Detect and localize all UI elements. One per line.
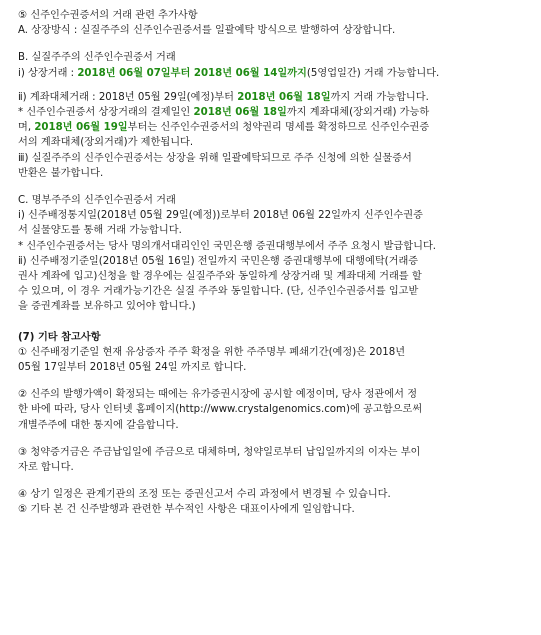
section-b-title: B. 실질주주의 신주인수권증서 거래 (18, 52, 176, 64)
section-c-title: C. 명부주주의 신주인수권증서 거래 (18, 195, 176, 207)
b3-l1-suffix: 까지 계좌대체(장외거래) 가능하 (286, 107, 430, 119)
b1-highlight-dates: 2018년 06월 07일부터 2018년 06월 14일까지 (77, 67, 307, 79)
note-4: ④ 상기 일정은 관계기관의 조정 또는 증권신고서 수리 과정에서 변경될 수 있습니다. (18, 489, 391, 501)
section-c-item-1-line-1: ⅰ) 신주배정통지일(2018년 05월 29일(예정))로부터 2018년 06월 22일까지 신주인수권증 (18, 210, 423, 222)
b3-l2-suffix: 부터는 신주인수권증서의 청약권리 명세를 확정하므로 신주인수권증 (127, 122, 430, 134)
note-3-line-1: ③ 청약증거금은 주금납입일에 주금으로 대체하며, 청약일로부터 납입일까지의 이자는 부이 (18, 446, 421, 458)
section-c-item-2-line-2: 권사 계좌에 입고)신청을 할 경우에는 실질주주와 동일하게 상장거래 및 계좌대체 거래를 할 (18, 271, 422, 283)
section-b-item-1 (18, 66, 527, 81)
note-5: ⑤ 기타 본 건 신주발행과 관련한 부수적인 사항은 대표이사에게 일임합니다. (18, 504, 355, 516)
note-2-line-3: 개별주주에 대한 통지에 갈음합니다. (18, 419, 179, 431)
b2-prefix: ⅱ) 계좌대체거래 : 2018년 05월 29일(예정)부터 (18, 91, 238, 103)
section-a-listing-method: A. 상장방식 : 실질주주의 신주인수권증서를 일괄예탁 방식으로 발행하여 상장합니다. (18, 25, 396, 37)
section-b-item-2 (18, 90, 527, 105)
section-5-title: ⑤ 신주인수권증서의 거래 관련 추가사항 (18, 10, 198, 21)
section-c-item-2-line-1: ⅱ) 신주배정기준일(2018년 05월 16일) 전일까지 국민은행 증권대행부에 대행예탁(거래증 (18, 255, 419, 267)
section-b-item-3-line-1: ⅲ) 실질주주의 신주인수권증서는 상장을 위해 일괄예탁되므로 주주 신청에 의한 실물증서 (18, 152, 412, 164)
b1-suffix: (5영업일간) 거래 가능합니다. (306, 67, 440, 79)
b3-l1-prefix: * 신주인수권증서 상장거래의 결제일인 (18, 107, 194, 119)
b3-l2-highlight-date: 2018년 06월 19일 (34, 122, 128, 134)
b1-prefix: ⅰ) 상장거래 : (18, 67, 78, 79)
b2-highlight-date: 2018년 06월 18일 (237, 91, 331, 103)
note-3-line-2: 자로 합니다. (18, 462, 74, 474)
note-1-line-1: ① 신주배정기준일 현재 유상증자 주주 확정을 위한 주주명부 폐쇄기간(예정)은 2018년 (18, 346, 406, 358)
b3-l1-highlight-date: 2018년 06월 18일 (193, 107, 287, 119)
section-c-item-2-line-4: 을 증권계좌를 보유하고 있어야 합니다.) (18, 301, 196, 313)
section-b-note-line-3: 서의 계좌대체(장외거래)가 제한됩니다. (18, 137, 194, 149)
note-1-line-2: 05월 17일부터 2018년 05월 24일 까지로 합니다. (18, 362, 247, 374)
b3-l2-prefix: 며, (18, 122, 35, 134)
section-b-note-line-2 (18, 120, 527, 135)
section-c-item-2-line-3: 수 있으며, 이 경우 거래가능기간은 실질 주주와 동일합니다. (단, 신주인수권증서를 입고받 (18, 286, 419, 298)
b2-suffix: 까지 거래 가능합니다. (330, 91, 429, 103)
section-b-note-line-1 (18, 105, 527, 120)
note-2-line-2: 한 바에 따라, 당사 인터넷 홈페이지(http://www.crystalgenomics.com)에 공고함으로써 (18, 404, 423, 416)
section-c-note: * 신주인수권증서는 당사 명의개서대리인인 국민은행 증권대행부에서 주주 요청시 발급합니다. (18, 240, 437, 252)
section-b-item-3-line-2: 반환은 불가합니다. (18, 167, 104, 179)
note-2-line-1: ② 신주의 발행가액이 확정되는 때에는 유가증권시장에 공시할 예정이며, 당사 정관에서 정 (18, 389, 418, 401)
section-7-title: (7) 기타 참고사항 (18, 331, 101, 343)
section-c-item-1-line-2: 서 실물양도를 통해 거래 가능합니다. (18, 225, 182, 237)
